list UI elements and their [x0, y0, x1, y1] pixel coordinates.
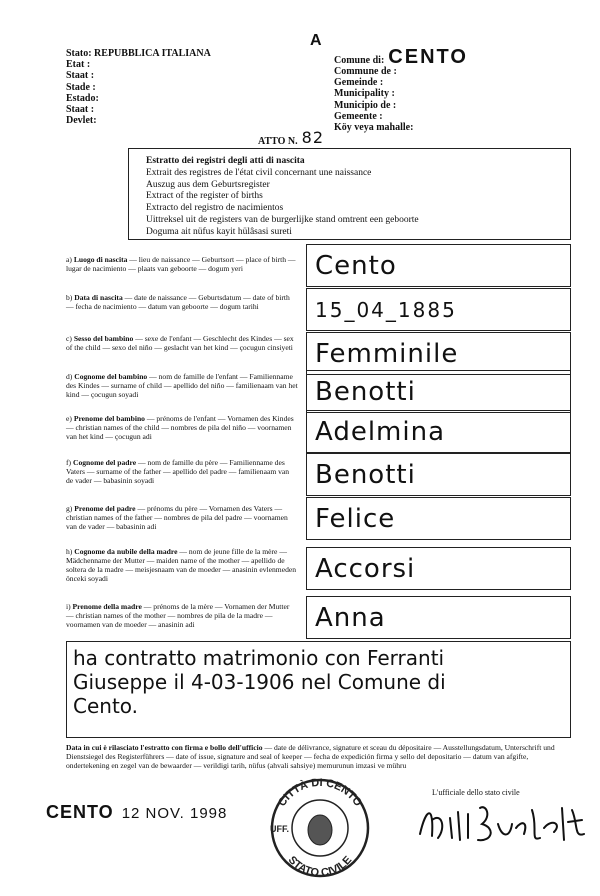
official-seal [260, 770, 380, 880]
comune-block [334, 48, 468, 133]
comune-label: Comune di: [334, 54, 385, 66]
field-value-father-surname: Benotti [306, 453, 571, 496]
header-line: Uittreksel uit de registers van de burgerlijke stand omtrent een geboorte [146, 214, 419, 225]
officer-label: L'ufficiale dello stato civile [432, 788, 520, 797]
header-line: Extracto del registro de nacimientos [146, 203, 284, 214]
comune-line: Municipio de : [334, 99, 397, 111]
comune-line: Commune de : [334, 66, 397, 77]
atto-label: ATTO N. [258, 136, 298, 147]
state-line: Staat : [66, 104, 95, 116]
field-value-mother-maiden-name: Accorsi [306, 547, 571, 590]
annotation-line: Giuseppe il 4-03-1906 nel Comune di [73, 670, 446, 694]
comune-line: Köy veya mahalle: [334, 122, 414, 134]
header-line: Extract of the register of births [146, 191, 263, 202]
field-label-child-surname: d) Cognome del bambino — nom de famille de l'enfant — Familienname des Kindes — surname of child — apellido del niño — familienaam van het kind — çocugun soyadi [66, 372, 298, 399]
svg-text:CITTÀ DI CENTO [276, 777, 364, 809]
comune-value: CENTO [388, 46, 468, 68]
state-block [66, 48, 211, 126]
state-line: Devlet: [66, 115, 97, 127]
header-line: Auszug aus dem Geburtsregister [146, 179, 270, 190]
atto-number [258, 128, 324, 147]
field-label-father-name: g) Prenome del padre — prénoms du père — Vornamen des Vaters — christian names of the father — nombres de pila del padre — voornamen van de vader — babasinin adi [66, 504, 288, 531]
header-line: Extrait des registres de l'état civil concernant une naissance [146, 167, 372, 178]
field-label-mother-name: i) Prenome della madre — prénoms de la mère — Vornamen der Mutter — christian names of the mother — nombres de pila de la madre — voornamen van de moeder — anasinin adi [66, 602, 290, 629]
seal-top-text: CITTÀ DI CENTO [276, 776, 364, 809]
field-label-sex: c) Sesso del bambino — sexe de l'enfant — Geschlecht des Kindes — sex of the child — sexo del niño — geslacht van het kind — çocugun cinsiyeti [66, 334, 294, 352]
field-value-sex: Femminile [306, 332, 571, 375]
svg-text:STATO CIVILE [286, 854, 355, 879]
issue-date-stamp [46, 802, 227, 823]
field-label-father-surname: f) Cognome del padre — nom de famille du père — Familienname des Vaters — surname of the father — apellido del padre — familienaam van de vader — babasinin soyadi [66, 458, 290, 485]
field-value-child-name: Adelmina [306, 410, 571, 453]
header-line: Estratto dei registri degli atti di nascita [146, 156, 305, 166]
state-line: Stade : [66, 81, 96, 93]
state-line: Etat : [66, 59, 91, 71]
header-line: Doguma ait nüfus kayit hülâsasi sureti [146, 226, 292, 237]
state-line: Staat : [66, 70, 95, 82]
field-value-father-name: Felice [306, 497, 571, 540]
atto-value: 82 [301, 128, 324, 147]
comune-line: Gemeente : [334, 110, 383, 122]
officer-signature [412, 798, 592, 848]
header-lines [146, 156, 419, 239]
field-label-child-name: e) Prenome del bambino — prénoms de l'enfant — Vornamen des Kindes — christian names of the child — nombres de pila del niño — voornamen van het kind — çocugun adi [66, 414, 294, 441]
comune-first-line [334, 48, 468, 66]
annotation-line: ha contratto matrimonio con Ferranti [73, 646, 445, 670]
field-value-child-surname: Benotti [306, 370, 571, 413]
seal-bottom-text: STATO CIVILE [285, 854, 355, 880]
field-label-birthplace: a) Luogo di nascita — lieu de naissance — Geburtsort — place of birth — lugar de nacimiento — plaats van geboorte — dogum yeri [66, 255, 296, 273]
annotation-box [66, 641, 571, 738]
field-value-birthdate: 15_04_1885 [306, 288, 571, 331]
comune-line: Gemeinde : [334, 77, 384, 89]
field-label-mother-maiden-name: h) Cognome da nubile della madre — nom de jeune fille de la mère — Mädchenname der Mutter — maiden name of the mother — apellido de soltera de la madre — meisjesnaam van de moeder — anasinin evlenmeden önceki soyadi [66, 547, 297, 583]
state-line: Stato: REPUBBLICA ITALIANA [66, 48, 211, 59]
field-value-mother-name: Anna [306, 596, 571, 639]
seal-side-text: UFF. [270, 824, 289, 834]
field-label-birthdate: b) Data di nascita — date de naissance — Geburtsdatum — date of birth — fecha de nacimiento — datum van geboorte — dogum tarihi [66, 293, 290, 311]
issue-city: CENTO [46, 802, 114, 822]
issue-date: 12 NOV. 1998 [121, 805, 228, 822]
annotation-line: Cento. [73, 694, 139, 718]
state-line: Estado: [66, 92, 99, 104]
field-value-birthplace: Cento [306, 244, 571, 287]
issue-date-caption: Data in cui è rilasciato l'estratto con firma e bollo dell'ufficio — date de délivrance, signature et sceau du dépositaire — Ausstellungsdatum, Unterschrift und Dienstsiegel des Registerführers — date of issue, signature and seal of keeper — fecha de expedición firma y sello del depositario — datum van afgifte, ondertekening en zegel van de bewaarder — verildigi tarih, nüfus (ahvali sahsiye) memurunun imzasi ve mühru [66, 743, 555, 770]
comune-line: Municipality : [334, 88, 395, 100]
form-letter: A [310, 32, 322, 49]
